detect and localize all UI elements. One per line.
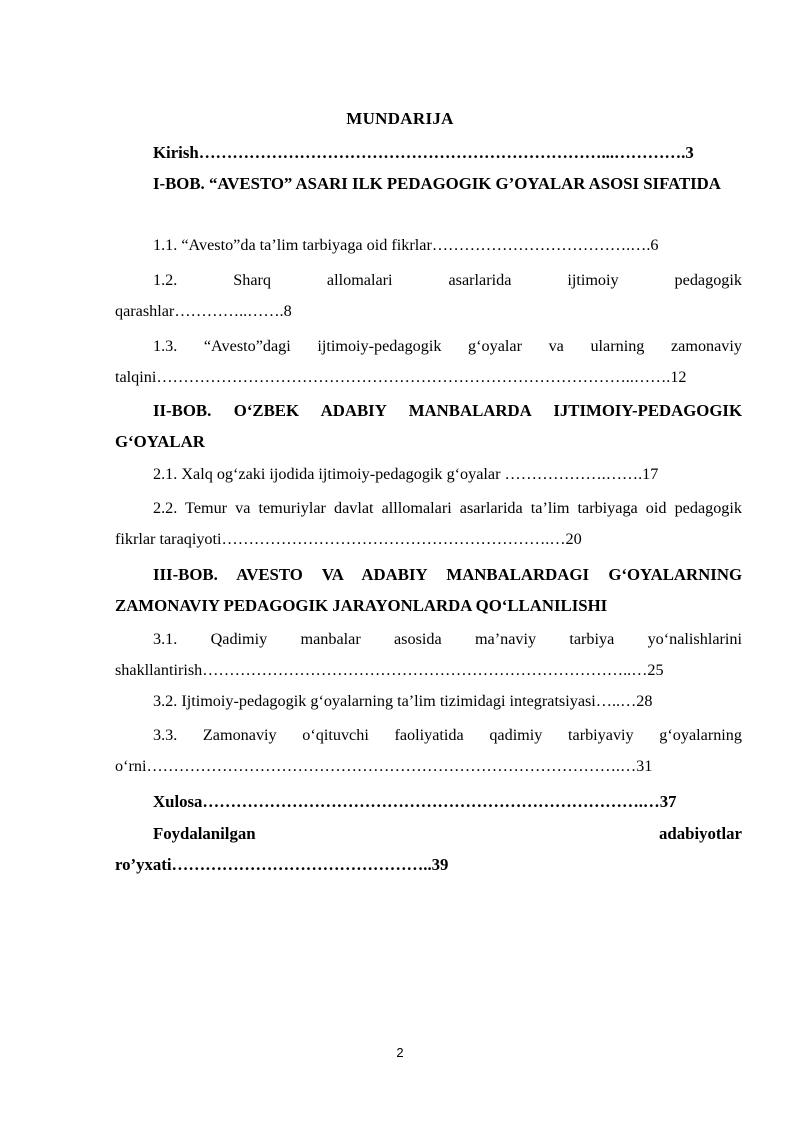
toc-entry-3-3: 3.3. Zamonaviy o‘qituvchi faoliyatida qadimiy tarbiyaviy g‘oyalarning o‘rni…………………………………………………………………………….…31 (115, 726, 742, 775)
toc-entry-1-1: 1.1. “Avesto”da ta’lim tarbiyaga oid fikrlar……………………………….….6 (153, 236, 659, 254)
toc-entry-conclusion: Xulosa…………………………………………………………………….…37 (153, 792, 677, 811)
page-title: MUNDARIJA (346, 109, 454, 128)
toc-entry-2-2: 2.2. Temur va temuriylar davlat alllomalari asarlarida ta’lim tarbiyaga oid pedagogik fikrlar taraqiyoti…………………………………………………….…20 (115, 499, 742, 548)
toc-entry-3-1: 3.1. Qadimiy manbalar asosida ma’naviy tarbiya yo‘nalishlarini shakllantirish……………………………………………………………………..…25 (115, 630, 742, 679)
toc-chapter-3-heading: III-BOB. AVESTO VA ADABIY MANBALARDAGI G‘OYALARNING ZAMONAVIY PEDAGOGIK JARAYONLARDA QO‘LLANILISHI (115, 565, 742, 615)
toc-entry-3-2: 3.2. Ijtimoiy-pedagogik g‘oyalarning ta’lim tizimidagi integratsiyasi…..…28 (153, 692, 653, 710)
page-number: 2 (396, 1045, 404, 1060)
toc-entry-references: Foydalanilgan adabiyotlar ro’yxati………………………………………..39 (115, 824, 742, 874)
toc-entry-1-3: 1.3. “Avesto”dagi ijtimoiy-pedagogik g‘oyalar va ularning zamonaviy talqini……………………………………………………………………………..…….12 (115, 337, 742, 386)
toc-chapter-2-heading: II-BOB. O‘ZBEK ADABIY MANBALARDA IJTIMOIY-PEDAGOGIK G‘OYALAR (115, 401, 742, 451)
toc-entry-introduction: Kirish………………………………………………………………...………….3 (153, 143, 694, 162)
toc-chapter-1-heading: I-BOB. “AVESTO” ASARI ILK PEDAGOGIK G’OYALAR ASOSI SIFATIDA (153, 174, 721, 193)
toc-entry-1-2: 1.2. Sharq allomalari asarlarida ijtimoiy pedagogik qarashlar…………..…….8 (115, 271, 742, 320)
toc-entry-2-1: 2.1. Xalq og‘zaki ijodida ijtimoiy-pedagogik g‘oyalar ……………….…….17 (153, 465, 659, 483)
